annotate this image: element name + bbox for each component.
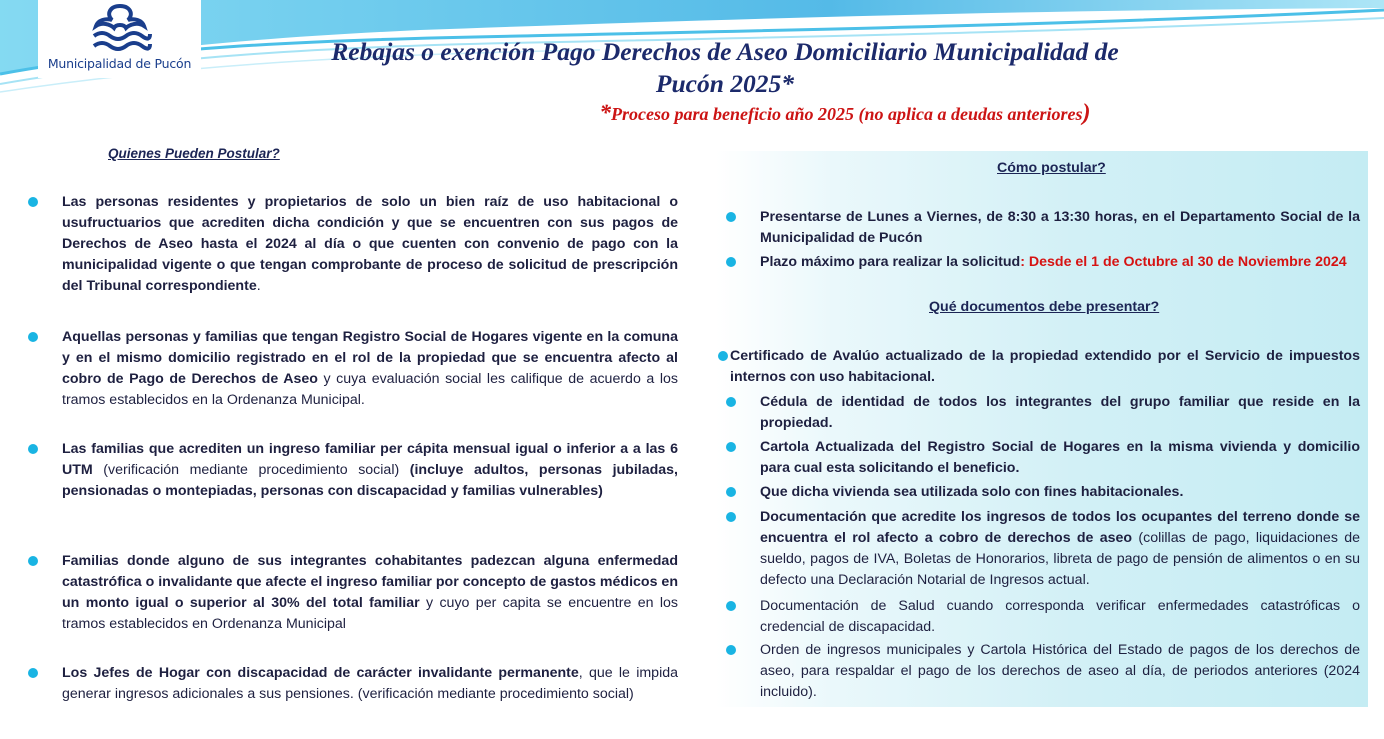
bullet-icon: [726, 487, 736, 497]
who-can-apply-heading: Quienes Pueden Postular?: [108, 146, 280, 161]
eligibility-item: Los Jefes de Hogar con discapacidad de carácter invalidante permanente, que le impida generar ingresos adicionales a sus pensiones. (verificación mediante procedimiento social): [22, 663, 678, 705]
bullet-icon: [28, 332, 38, 342]
municipality-logo: [38, 0, 201, 78]
document-item: Documentación que acredite los ingresos de todos los ocupantes del terreno donde se encuentra el rol afecto a cobro de derechos de aseo (colillas de pago, liquidaciones de sueldo, pagos de IVA, Boletas de Honorarios, libreta de pago de pensión de alimentos o en su defecto una Declaración Notarial de Ingresos actual.: [718, 507, 1360, 591]
bullet-icon: [726, 397, 736, 407]
bullet-icon: [28, 444, 38, 454]
logo-waves-icon: [88, 4, 152, 54]
deadline-item: Plazo máximo para realizar la solicitud: Desde el 1 de Octubre al 30 de Noviembre 2024: [718, 252, 1360, 273]
documents-heading: Qué documentos debe presentar?: [929, 299, 1160, 315]
bullet-icon: [726, 645, 736, 655]
document-item: Certificado de Avalúo actualizado de la propiedad extendido por el Servicio de impuestos internos con uso habitacional.: [718, 346, 1360, 388]
bullet-icon: [726, 442, 736, 452]
eligibility-item: Aquellas personas y familias que tengan Registro Social de Hogares vigente en la comuna y en el mismo domicilio registrado en el rol de la propiedad que se encuentra afecto al cobro de Pago de Derechos de Aseo y cuya evaluación social les califique de acuerdo a los tramos establecidos en la Ordenanza Municipal.: [22, 327, 678, 411]
bullet-icon: [28, 197, 38, 207]
bullet-icon: [28, 668, 38, 678]
bullet-icon: [726, 512, 736, 522]
bullet-icon: [726, 257, 736, 267]
logo-text: Municipalidad de Pucón: [47, 56, 192, 71]
document-item: Cartola Actualizada del Registro Social de Hogares en la misma vivienda y domicilio para cual esta solicitando el beneficio.: [718, 437, 1360, 479]
document-item: Cédula de identidad de todos los integrantes del grupo familiar que reside en la propiedad.: [718, 392, 1360, 434]
document-item: Que dicha vivienda sea utilizada solo con fines habitacionales.: [718, 482, 1360, 503]
bullet-icon: [726, 601, 736, 611]
document-item: Documentación de Salud cuando corresponda verificar enfermedades catastróficas o credencial de discapacidad.: [718, 596, 1360, 638]
page-title: Rebajas o exención Pago Derechos de Aseo Domiciliario Municipalidad de Pucón 2025*: [331, 37, 1119, 98]
eligibility-item: Familias donde alguno de sus integrantes cohabitantes padezcan alguna enfermedad catastrófica o invalidante que afecte el ingreso familiar por concepto de gastos médicos en un monto igual o superior al 30% del total familiar y cuyo per capita se encuentre en los tramos establecidos en Ordenanza Municipal: [22, 551, 678, 635]
bullet-icon: [28, 556, 38, 566]
eligibility-item: Las personas residentes y propietarios de solo un bien raíz de uso habitacional o usufructuarios que acrediten dicha condición y que se encuentren con sus pagos de Derechos de Aseo hasta el 2024 al día o que cuenten con convenio de pago con la municipalidad vigente o que tengan comprobante de proceso de solicitud de prescripción del Tribunal correspondiente.: [22, 192, 678, 297]
how-to-apply-item: Presentarse de Lunes a Viernes, de 8:30 a 13:30 horas, en el Departamento Social de la Municipalidad de Pucón: [718, 207, 1360, 249]
eligibility-item: Las familias que acrediten un ingreso familiar per cápita mensual igual o inferior a a las 6 UTM (verificación mediante procedimiento social) (incluye adultos, personas jubiladas, pensionadas o montepiadas, personas con discapacidad y familias vulnerables): [22, 439, 678, 502]
page-subtitle: *Proceso para beneficio año 2025 (no aplica a deudas anteriores): [599, 100, 1091, 126]
how-to-apply-heading: Cómo postular?: [997, 160, 1106, 176]
document-item: Orden de ingresos municipales y Cartola Histórica del Estado de pagos de los derechos de aseo, para respaldar el pago de los derechos de aseo al día, de periodos anteriores (2024 incluido).: [718, 640, 1360, 703]
bullet-icon: [726, 212, 736, 222]
bullet-icon: [718, 351, 728, 361]
